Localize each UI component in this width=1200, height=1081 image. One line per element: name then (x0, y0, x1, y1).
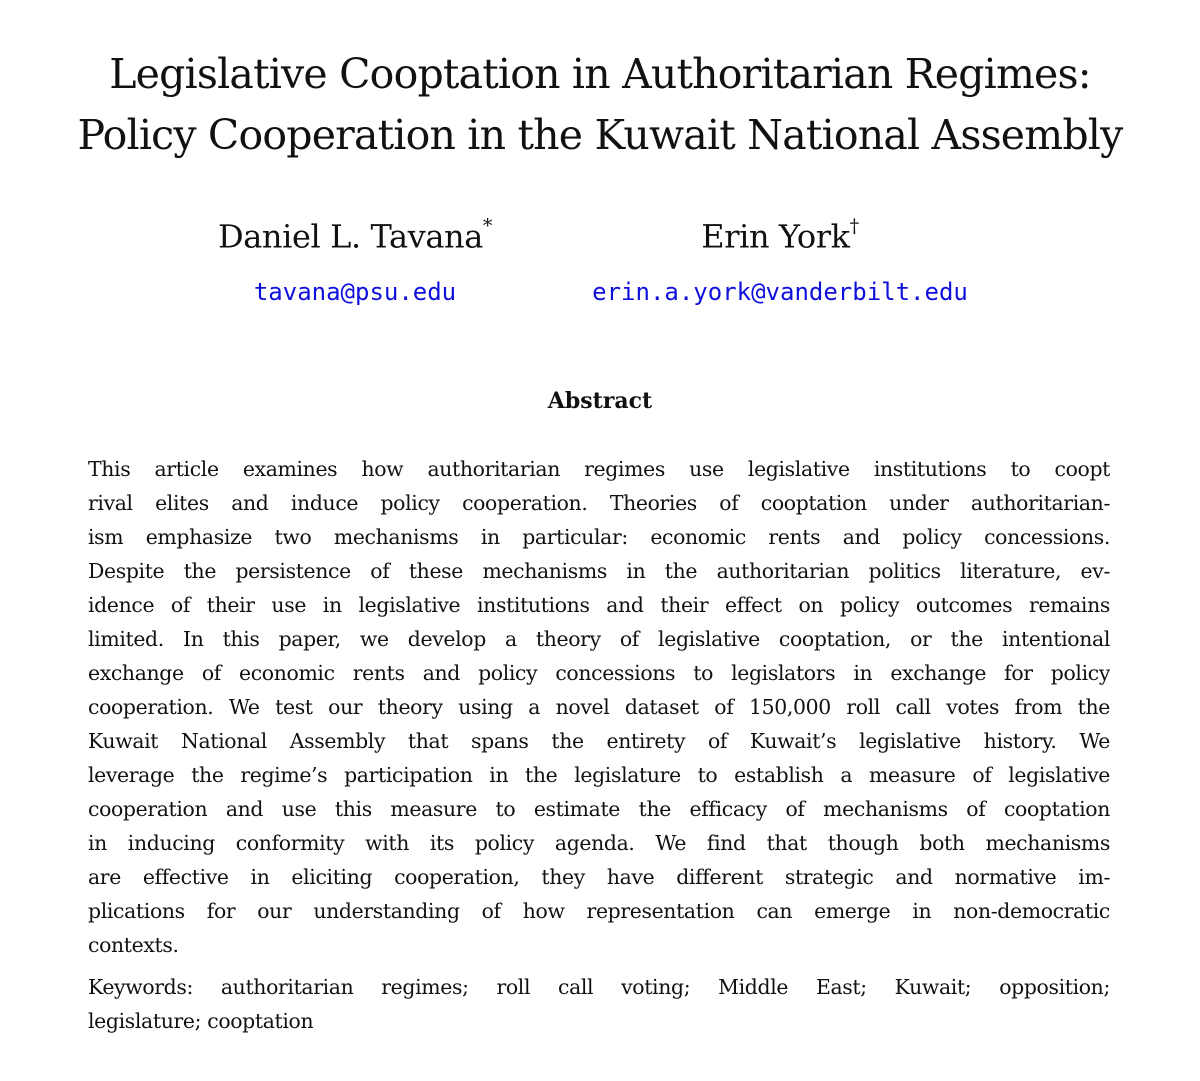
footnote-mark: * (482, 215, 492, 237)
keywords-line: legislature; cooptation (88, 1009, 314, 1033)
paper-title-line-2: Policy Cooperation in the Kuwait National Assembly (77, 111, 1123, 159)
abstract-line: cooperation and use this measure to estimate the efficacy of mechanisms of cooptation (88, 797, 1110, 821)
abstract-line: contexts. (88, 933, 179, 957)
keywords-line: Keywords: authoritarian regimes; roll call voting; Middle East; Kuwait; opposition; (88, 975, 1110, 999)
abstract-line: Despite the persistence of these mechanisms in the authoritarian politics literature, ev- (88, 559, 1110, 583)
abstract-line: cooperation. We test our theory using a novel dataset of 150,000 roll call votes from the (88, 695, 1110, 719)
paper-title-line-1: Legislative Cooptation in Authoritarian Regimes: (109, 50, 1091, 98)
author-name (570, 210, 990, 257)
author-name-text: Daniel L. Tavana (217, 217, 483, 256)
author-block-york (570, 210, 990, 309)
abstract-line: This article examines how authoritarian regimes use legislative institutions to coopt (88, 457, 1110, 481)
author-block-tavana (200, 210, 510, 309)
abstract-line: in inducing conformity with its policy agenda. We find that though both mechanisms (88, 831, 1110, 855)
abstract-line: plications for our understanding of how representation can emerge in non-democratic (88, 899, 1110, 923)
abstract-heading: Abstract (547, 388, 653, 414)
abstract-line: ism emphasize two mechanisms in particular: economic rents and policy concessions. (88, 525, 1110, 549)
abstract-line: exchange of economic rents and policy concessions to legislators in exchange for policy (88, 661, 1110, 685)
abstract-line: rival elites and induce policy cooperation. Theories of cooptation under authoritarian- (88, 491, 1110, 515)
keywords-block (88, 970, 1110, 1038)
author-email-link[interactable]: erin.a.york@vanderbilt.edu (592, 277, 968, 306)
abstract-body (88, 452, 1110, 962)
abstract-line: leverage the regime’s participation in the legislature to establish a measure of legislative (88, 763, 1110, 787)
author-name-text: Erin York (701, 217, 850, 256)
paper-title (0, 44, 1200, 166)
abstract-line: idence of their use in legislative institutions and their effect on policy outcomes remains (88, 593, 1110, 617)
abstract-line: limited. In this paper, we develop a theory of legislative cooptation, or the intentional (88, 627, 1110, 651)
abstract-line: are effective in eliciting cooperation, they have different strategic and normative im- (88, 865, 1110, 889)
abstract-line: Kuwait National Assembly that spans the entirety of Kuwait’s legislative history. We (88, 729, 1110, 753)
author-email-link[interactable]: tavana@psu.edu (253, 277, 457, 306)
author-name (200, 210, 510, 257)
footnote-mark: † (849, 215, 859, 237)
